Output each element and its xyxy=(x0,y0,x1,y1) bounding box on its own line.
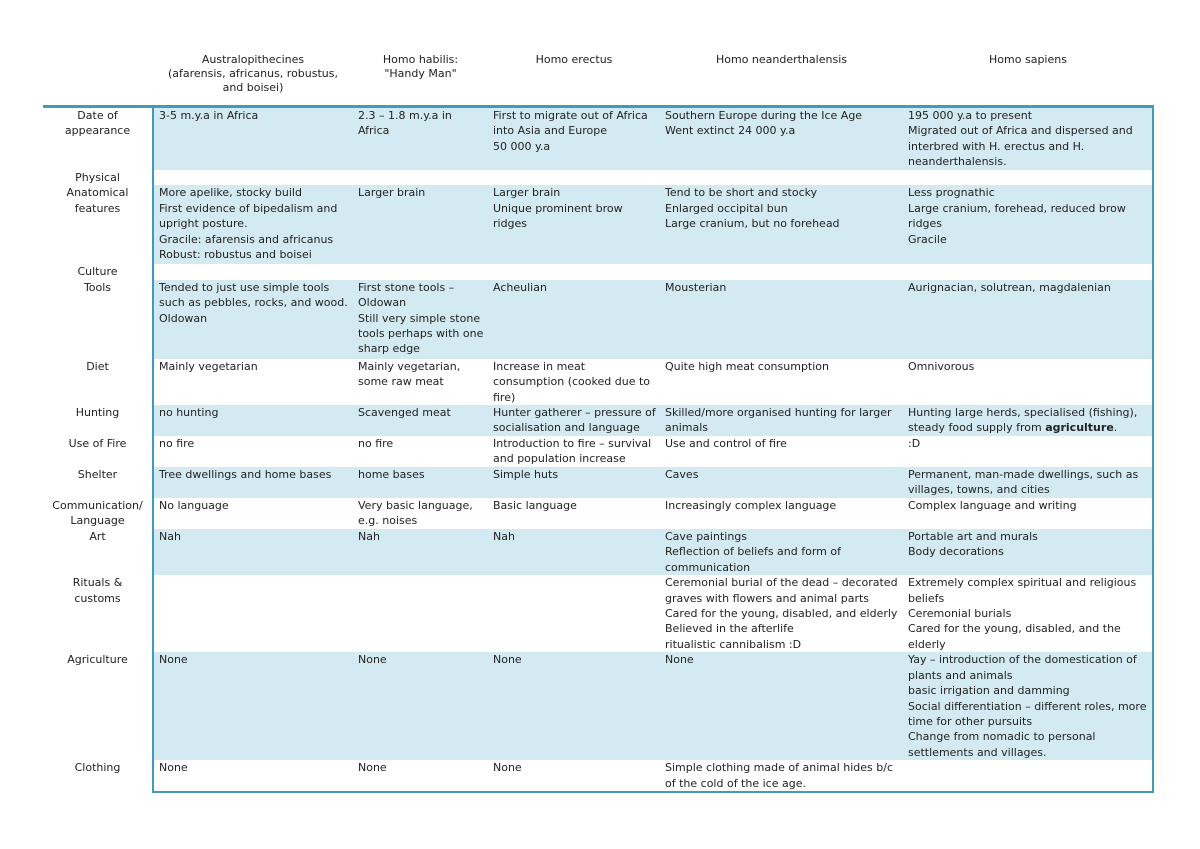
row-date-of-appearance xyxy=(43,107,1153,171)
cell-line: ritualistic cannibalism :D xyxy=(665,637,802,651)
row-clothing xyxy=(43,760,1153,792)
cell xyxy=(488,359,660,405)
cell-line: Cared for the young, disabled, and elderly xyxy=(665,607,898,621)
cell-line: Tree dwellings and home bases xyxy=(159,468,332,482)
cell-line: no fire xyxy=(358,437,394,451)
cell-line: basic irrigation and damming xyxy=(908,684,1070,698)
cell xyxy=(488,280,660,359)
cell xyxy=(353,498,488,529)
cell-line: Extremely complex spiritual and religious beliefs xyxy=(908,576,1137,605)
cell-line: Less prognathic xyxy=(908,186,995,200)
label-line: Rituals & xyxy=(72,576,123,590)
cell-line: First evidence of bipedalism and upright posture. xyxy=(159,201,338,231)
row-label: Clothing xyxy=(74,761,121,775)
row-label: Art xyxy=(89,530,106,544)
header-line: Australopithecines xyxy=(201,53,305,66)
cell-line: Portable art and murals xyxy=(908,530,1038,544)
cell xyxy=(660,498,903,529)
cell-line: Complex language and writing xyxy=(908,499,1077,513)
row-communication-language xyxy=(43,498,1153,529)
cell xyxy=(353,529,488,575)
cell-line: Introduction to fire – survival and population increase xyxy=(493,437,652,466)
cell xyxy=(660,359,903,405)
cell-line: Gracile: afarensis and africanus xyxy=(159,232,334,246)
cell-line: Yay – introduction of the domestication of plants and animals xyxy=(908,653,1137,682)
row-label: Diet xyxy=(86,359,109,373)
header-homo-habilis xyxy=(353,47,488,107)
row-art xyxy=(43,529,1153,575)
cell xyxy=(903,170,1153,185)
cell xyxy=(660,185,903,264)
header-line: Homo erectus xyxy=(535,53,613,66)
cell-line: Nah xyxy=(493,530,515,544)
cell xyxy=(353,436,488,467)
spacer-row xyxy=(43,170,1153,185)
header-line: (afarensis, africanus, robustus, xyxy=(167,67,339,80)
row-label xyxy=(43,498,153,529)
cell xyxy=(488,575,660,652)
header-row xyxy=(43,47,1153,107)
label-line: Physical xyxy=(75,171,120,184)
cell xyxy=(660,760,903,792)
cell xyxy=(660,575,903,652)
cell-line: Tend to be short and stocky xyxy=(665,186,818,200)
cell-line: Hunter gatherer – pressure of socialisation and language xyxy=(493,406,656,435)
row-physical-anatomical-features xyxy=(43,185,1153,264)
header-australopithecines xyxy=(153,47,353,107)
cell-line: 195 000 y.a to present xyxy=(908,109,1033,122)
cell xyxy=(903,264,1153,279)
cell-line: None xyxy=(358,761,387,775)
row-label xyxy=(43,170,153,185)
cell xyxy=(153,652,353,760)
cell xyxy=(353,107,488,171)
cell-line: Nah xyxy=(358,530,380,544)
cell-line: Body decorations xyxy=(908,545,1004,559)
cell-line: 50 000 y.a xyxy=(493,139,551,153)
row-hunting xyxy=(43,405,1153,436)
cell xyxy=(660,107,903,171)
cell-line: Omnivorous xyxy=(908,359,975,373)
cell xyxy=(488,760,660,792)
cell xyxy=(353,575,488,652)
cell xyxy=(153,185,353,264)
row-label: Agriculture xyxy=(67,653,128,667)
cell-line: Skilled/more organised hunting for larger animals xyxy=(665,406,892,435)
cell-line: Larger brain xyxy=(358,186,426,200)
cell-line: Quite high meat consumption xyxy=(665,359,829,373)
cell xyxy=(353,467,488,498)
label-line: Communication/ xyxy=(52,499,143,513)
cell xyxy=(488,529,660,575)
cell-line: Went extinct 24 000 y.a xyxy=(665,124,796,138)
cell-line: Basic language xyxy=(493,499,577,513)
cell xyxy=(488,170,660,185)
header-line: "Handy Man" xyxy=(384,67,457,80)
cell-line: None xyxy=(358,653,387,667)
header-line: Homo neanderthalensis xyxy=(715,53,847,66)
row-rituals-customs xyxy=(43,575,1153,652)
cell xyxy=(903,652,1153,760)
cell-line: Believed in the afterlife xyxy=(665,622,794,636)
cell xyxy=(153,529,353,575)
cell xyxy=(153,280,353,359)
cell-line: None xyxy=(665,653,694,667)
cell xyxy=(903,760,1153,792)
label-line: Culture xyxy=(77,265,118,279)
cell-line: Oldowan xyxy=(159,311,208,325)
cell xyxy=(660,436,903,467)
cell-line: no hunting xyxy=(159,406,219,420)
row-label xyxy=(43,280,153,359)
cell xyxy=(660,529,903,575)
cell xyxy=(903,575,1153,652)
cell-line: Large cranium, but no forehead xyxy=(665,217,840,231)
cell xyxy=(153,405,353,436)
cell xyxy=(488,264,660,279)
header-homo-sapiens xyxy=(903,47,1153,107)
cell xyxy=(353,185,488,264)
cell xyxy=(488,107,660,171)
cell xyxy=(903,529,1153,575)
cell xyxy=(353,170,488,185)
row-culture-tools xyxy=(43,280,1153,359)
header-line: Homo sapiens xyxy=(989,53,1067,66)
cell-line: Cave paintings xyxy=(665,530,748,544)
cell-line: Ceremonial burials xyxy=(908,607,1012,621)
cell-line: First to migrate out of Africa into Asia and Europe xyxy=(493,109,648,138)
cell xyxy=(488,436,660,467)
cell xyxy=(488,498,660,529)
cell-line: Acheulian xyxy=(493,280,547,294)
cell-line: Mainly vegetarian xyxy=(159,359,258,373)
cell xyxy=(353,760,488,792)
cell-line: Increase in meat consumption (cooked due to fire) xyxy=(493,359,651,404)
cell xyxy=(353,280,488,359)
cell xyxy=(903,280,1153,359)
header-homo-erectus xyxy=(488,47,660,107)
cell xyxy=(153,575,353,652)
cell xyxy=(660,280,903,359)
cell-line: Gracile xyxy=(908,232,947,246)
cell xyxy=(903,185,1153,264)
cell-line: Ceremonial burial of the dead – decorated graves with flowers and animal parts xyxy=(665,576,898,605)
cell-line: Migrated out of Africa and dispersed and interbred with H. erectus and H. neanderthalensis. xyxy=(908,124,1133,169)
row-label: Hunting xyxy=(75,406,120,420)
label-line: Tools xyxy=(83,280,112,294)
cell xyxy=(153,359,353,405)
row-use-of-fire xyxy=(43,436,1153,467)
cell-line: Large cranium, forehead, reduced brow ridges xyxy=(908,201,1126,231)
row-label xyxy=(43,107,153,171)
cell xyxy=(903,107,1153,171)
cell xyxy=(153,264,353,279)
cell xyxy=(353,359,488,405)
cell-line: Aurignacian, solutrean, magdalenian xyxy=(908,280,1111,294)
row-label xyxy=(43,575,153,652)
hominin-comparison-table xyxy=(43,47,1154,793)
header-empty xyxy=(43,47,153,107)
cell-line: Caves xyxy=(665,468,699,482)
cell xyxy=(353,652,488,760)
cell xyxy=(488,467,660,498)
cell-line: Hunting large herds, specialised (fishing), steady food supply from agriculture. xyxy=(908,406,1138,435)
cell-line: Southern Europe during the Ice Age xyxy=(665,109,863,122)
cell-line: None xyxy=(159,761,188,775)
cell-line: Larger brain xyxy=(493,186,561,200)
label-line: features xyxy=(74,201,121,215)
cell-line: Simple huts xyxy=(493,468,559,482)
cell-line: More apelike, stocky build xyxy=(159,186,302,200)
cell-line: 3-5 m.y.a in Africa xyxy=(159,109,259,122)
row-label xyxy=(43,264,153,279)
cell xyxy=(153,760,353,792)
emphasis: agriculture xyxy=(1045,421,1114,435)
row-agriculture xyxy=(43,652,1153,760)
cell-line: Very basic language, e.g. noises xyxy=(358,499,473,528)
cell-line: Nah xyxy=(159,530,181,544)
cell xyxy=(903,405,1153,436)
cell-line: None xyxy=(493,761,522,775)
cell xyxy=(903,359,1153,405)
cell xyxy=(488,405,660,436)
cell-line: Cared for the young, disabled, and the elderly xyxy=(908,622,1121,651)
cell xyxy=(153,467,353,498)
cell xyxy=(660,405,903,436)
row-label xyxy=(43,185,153,264)
cell xyxy=(153,498,353,529)
cell-line: Increasingly complex language xyxy=(665,499,837,513)
cell xyxy=(353,264,488,279)
comparison-document xyxy=(43,47,1153,793)
cell xyxy=(488,185,660,264)
cell-line: Still very simple stone tools perhaps with one sharp edge xyxy=(358,311,484,356)
cell-line: Unique prominent brow ridges xyxy=(493,201,623,231)
label-line: appearance xyxy=(64,124,131,138)
cell-line: :D xyxy=(908,437,921,451)
cell-line: No language xyxy=(159,499,229,513)
cell-line: Simple clothing made of animal hides b/c of the cold of the ice age. xyxy=(665,761,894,790)
cell xyxy=(903,467,1153,498)
cell xyxy=(660,170,903,185)
header-line: and boisei) xyxy=(222,81,284,94)
cell xyxy=(903,436,1153,467)
label-line: Language xyxy=(70,514,125,528)
cell-line: Tended to just use simple tools such as pebbles, rocks, and wood. xyxy=(159,280,348,310)
cell-line: Change from nomadic to personal settlements and villages. xyxy=(908,730,1096,759)
cell-line: Social differentiation – different roles, more time for other pursuits xyxy=(908,699,1147,728)
cell-line: Robust: robustus and boisei xyxy=(159,248,312,262)
cell-line: no fire xyxy=(159,437,195,451)
cell xyxy=(660,652,903,760)
label-line: Anatomical xyxy=(66,186,129,200)
cell-line: None xyxy=(159,653,188,667)
cell-line: 2.3 – 1.8 m.y.a in Africa xyxy=(358,109,452,138)
cell-line: Enlarged occipital bun xyxy=(665,201,788,215)
spacer-row xyxy=(43,264,1153,279)
cell xyxy=(903,498,1153,529)
row-shelter xyxy=(43,467,1153,498)
cell-line: First stone tools – Oldowan xyxy=(358,280,455,310)
cell-line: Reflection of beliefs and form of communication xyxy=(665,545,841,574)
cell-line: home bases xyxy=(358,468,425,482)
cell-line: Mousterian xyxy=(665,280,727,294)
cell xyxy=(153,107,353,171)
label-line: customs xyxy=(74,591,121,605)
cell xyxy=(488,652,660,760)
header-line: Homo habilis: xyxy=(382,53,459,66)
row-label: Use of Fire xyxy=(68,437,127,451)
label-line: Date of xyxy=(77,109,118,122)
cell xyxy=(153,436,353,467)
cell xyxy=(153,170,353,185)
cell-line: Permanent, man-made dwellings, such as villages, towns, and cities xyxy=(908,468,1139,497)
cell xyxy=(353,405,488,436)
row-diet xyxy=(43,359,1153,405)
cell-line: Mainly vegetarian, some raw meat xyxy=(358,359,461,389)
cell-line: Use and control of fire xyxy=(665,437,787,451)
header-homo-neanderthalensis xyxy=(660,47,903,107)
cell-line: None xyxy=(493,653,522,667)
cell xyxy=(660,467,903,498)
cell-line: Scavenged meat xyxy=(358,406,451,420)
cell xyxy=(660,264,903,279)
row-label: Shelter xyxy=(77,468,118,482)
